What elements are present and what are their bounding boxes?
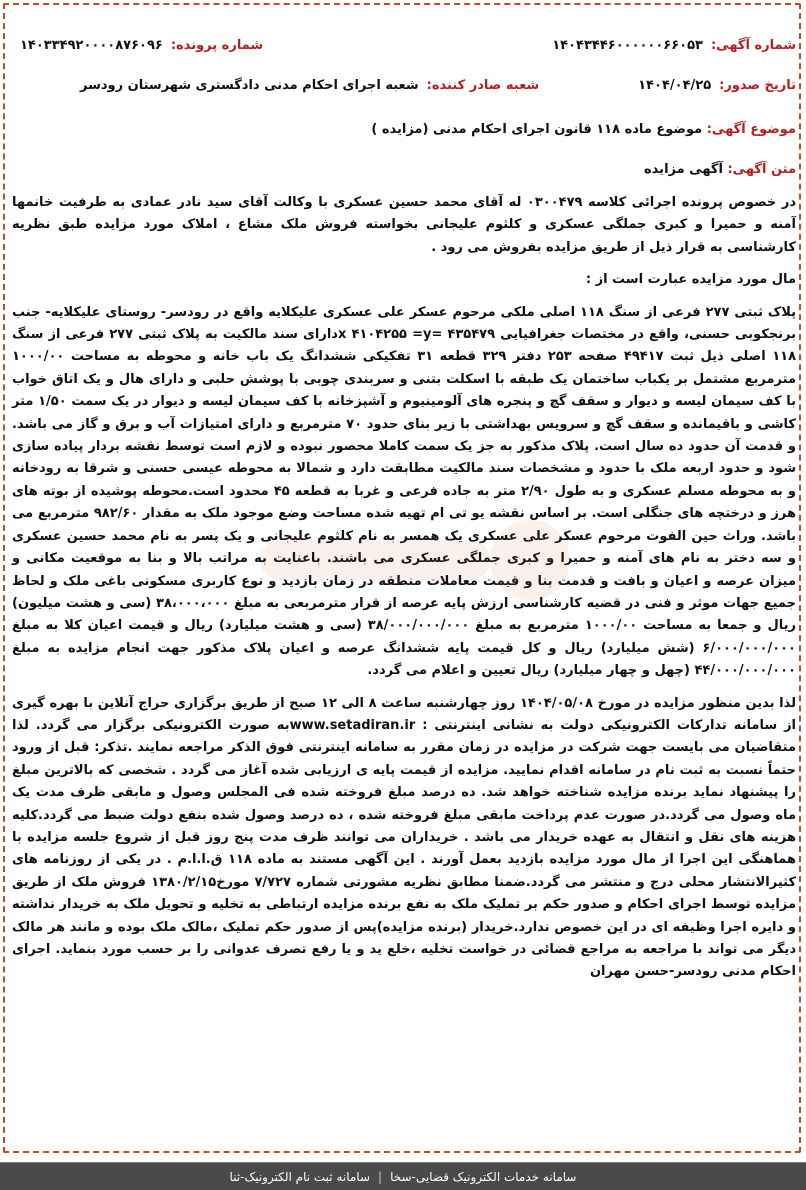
paragraph-auction-terms: لذا بدین منظور مزایده در مورخ ۱۴۰۴/۰۵/۰۸ روز چهارشنبه ساعت ۸ الی ۱۲ صبح از طریق برگزاری حراج آنلاین با بهره گیری از سامانه تدارکات الکترونیکی دولت به نشانی اینترنتی : www.setadiran.irبه صورت الکترونیکی برگزار می گردد. لذا متقاضیان می بایست جهت شرکت در مزایده در زمان مقرر به سامانه اینترنتی فوق الذکر مراجعه نمایند .تذکر: قبل از ورود حتماً نسبت به ثبت نام در سامانه اقدام نمایید. مزایده از قیمت پایه ی ارزیابی شده آغاز می گردد . شخصی که بالاترین مبلغ را پیشنهاد نماید برنده مزایده شناخته خواهد شد. ده درصد مبلغ فروخته شده فی المجلس وصول و مابقی ظرف مدت یک ماه وصول می گردد.در صورت عدم پرداخت مابقی مبلغ فروخته شده ، ده درصد وصول شده بنفع دولت ضبط می گردد.کلیه هزینه های نقل و انتقال به عهده خریدار می باشد . خریداران می توانند ظرف مدت پنج روز قبل از شروع جلسه مزایده با هماهنگی این اجرا از مال مورد مزایده بازدید بعمل آورند . این آگهی مستند به ماده ۱۱۸ ق.ا.ا.م . در یکی از روزنامه های کثیرالانتشار محلی درج و منتشر می گردد.ضمنا مطابق نظریه مشورتی شماره ۷/۷۲۷ مورخ۱۳۸۰/۲/۱۵ فروش ملک از طریق مزایده توسط اجرای احکام و صدور حکم بر تملیک ملک به نفع برنده مزایده ارتباطی به تخلیه و تحویل ملک به خریدار نداشته و دایره اجرا وظیفه ای در این خصوص ندارد.خریدار (برنده مزایده)پس از صدور حکم تملیک ،مالک ملک بوده و مانند هر مالک دیگر می تواند با مراجعه به مراجع قضائی در خواست تخلیه ،خلع ید و یا رفع تصرف عدوانی را بر حسب مورد بنماید. اجرای احکام مدنی رودسر-حسن مهران [12, 695, 797, 980]
issue-date [638, 78, 796, 93]
footer-bar [0, 1162, 806, 1190]
footer-separator: | [378, 1169, 383, 1184]
issue-date-label: تاریخ صدور: [719, 77, 796, 93]
header-row-1 [10, 32, 796, 58]
subject-value: موضوع ماده ۱۱۸ قانون اجرای احکام مدنی (مزایده ) [371, 122, 703, 137]
issuer-value: شعبه اجرای احکام مدنی دادگستری شهرستان رودسر [80, 77, 419, 93]
issuer-label: شعبه صادر کننده: [426, 77, 540, 93]
paragraph-property-description: پلاک ثبتی ۲۷۷ فرعی از سنگ ۱۱۸ اصلی ملکی مرحوم عسکر علی عسکری علیکلایه واقع در رودسر- روستای علیکلایه- جنب برنجکوبی حسنی، واقع در مختصات جغرافیایی ۴۳۵۴۷۹ =x ۴۱۰۴۲۵۵ =yدارای سند مالکیت به پلاک ثبتی ۲۷۷ فرعی از سنگ ۱۱۸ اصلی ذیل ثبت ۴۹۴۱۷ صفحه ۲۵۳ دفتر ۳۲۹ قطعه ۳۱ تفکیکی ششدانگ یک باب خانه و محوطه به مساحت ۱۰۰۰/۰۰ مترمربع مشتمل بر یکباب ساختمان یک طبقه با اسکلت بتنی و سربندی چوبی با پوشش حلبی و دارای هال و یک اتاق خواب با کف سیمان لیسه و دیوار و سقف گچ و پنجره های آلومینیوم و آشپزخانه با کف سیمان لیسه و دیوار در یک سمت ۱/۵۰ متر کاشی و باقیمانده و سقف گچ و سرویس بهداشتی با زیر بنای حدود ۷۰ مترمربع و دارای امتیازات آب و برق و گاز می باشد. و قدمت آن حدود ده سال است. پلاک مذکور به جز یک سمت کاملا محصور نبوده و لازم است توسط نقشه بردار پیاده سازی شود و حدود اربعه ملک با حدود و مشخصات سند مالکیت مطابقت دارد و شمالا به محوطه عیسی حسنی و شرقا به رودخانه و به محوطه مسلم عسکری و به طول ۲/۹۰ متر به جاده فرعی و غربا به قطعه ۴۵ محدود است.محوطه پوشیده از بوته های هرز و درختچه های جنگلی است. بر اساس نقشه یو تی ام تهیه شده مساحت وضع موجود ملک به مقدار ۹۸۲/۶۰ مترمربع می باشد. وراث حین الفوت مرحوم عسکر علی عسکری یک همسر به نام کلثوم علیجانی و یک پسر به نام محمد حسین عسکری و سه دختر به نام های آمنه و حمیرا و کبری جملگی عسکری می باشند. باعنایت به مراتب بالا و بنا به موقعیت مکانی و میزان عرصه و اعیان و بافت و قدمت بنا و قیمت معاملات منطقه در زمان بازدید و نوع کاربری مسکونی باغی ملک و لحاظ جمیع جهات موثر و فنی در قضیه کارشناسی ارزش پایه عرصه از قرار مترمربعی به مبلغ ۳۸،۰۰۰،۰۰۰ (سی و هشت میلیون) ریال و جمعا به مساحت ۱۰۰۰/۰۰ مترمربع به مبلغ ۳۸/۰۰۰/۰۰۰/۰۰۰ (سی و هشت میلیارد) ریال و قیمت اعیان کلا به مبلغ ۶/۰۰۰/۰۰۰/۰۰۰ (شش میلیارد) ریال و کل قیمت پایه ششدانگ عرصه و اعیان پلاک مذکور جهت انجام مزایده به مبلغ ۴۴/۰۰۰/۰۰۰/۰۰۰ (چهل و چهار میلیارد) ریال تعیین و اعلام می گردد. [12, 304, 797, 679]
notice-subject [10, 122, 796, 137]
text-heading-label: متن آگهی: [727, 162, 796, 177]
notice-text-heading [10, 162, 796, 177]
notice-number [552, 38, 796, 53]
issuer [80, 78, 539, 93]
footer-link-sakha[interactable]: سامانه خدمات الکترونیک قضایی-سخا [390, 1169, 577, 1184]
case-number-value: ۱۴۰۳۳۴۹۲۰۰۰۰۸۷۶۰۹۶ [20, 37, 163, 53]
case-number-label: شماره پرونده: [170, 37, 264, 53]
text-heading-value: آگهی مزایده [644, 162, 723, 177]
subject-label: موضوع آگهی: [706, 122, 796, 137]
paragraph-property-heading: مال مورد مزایده عبارت است از : [585, 272, 796, 288]
notice-number-value: ۱۴۰۴۳۴۴۶۰۰۰۰۰۰۶۶۰۵۳ [552, 37, 703, 53]
notice-body [12, 192, 796, 984]
header-row-2 [10, 72, 796, 98]
footer-link-sana[interactable]: سامانه ثبت نام الکترونیک-ثنا [229, 1169, 371, 1184]
paragraph-intro: در خصوص پرونده اجرائی کلاسه ۰۳۰۰۴۷۹ له آقای محمد حسین عسکری با وکالت آقای سید نادر عمادی به طرفیت خانمها آمنه و حمیرا و کبری جملگی عسکری و کلثوم علیجانی بخواسته فروش ملک مشاع ، املاک مورد مزایده طبق نظریه کارشناسی به قرار ذیل از طریق مزایده بفروش می رود . [12, 195, 796, 255]
case-number [20, 38, 263, 53]
issue-date-value: ۱۴۰۴/۰۴/۲۵ [638, 77, 712, 93]
notice-number-label: شماره آگهی: [710, 37, 796, 53]
notice-page [10, 10, 796, 1150]
